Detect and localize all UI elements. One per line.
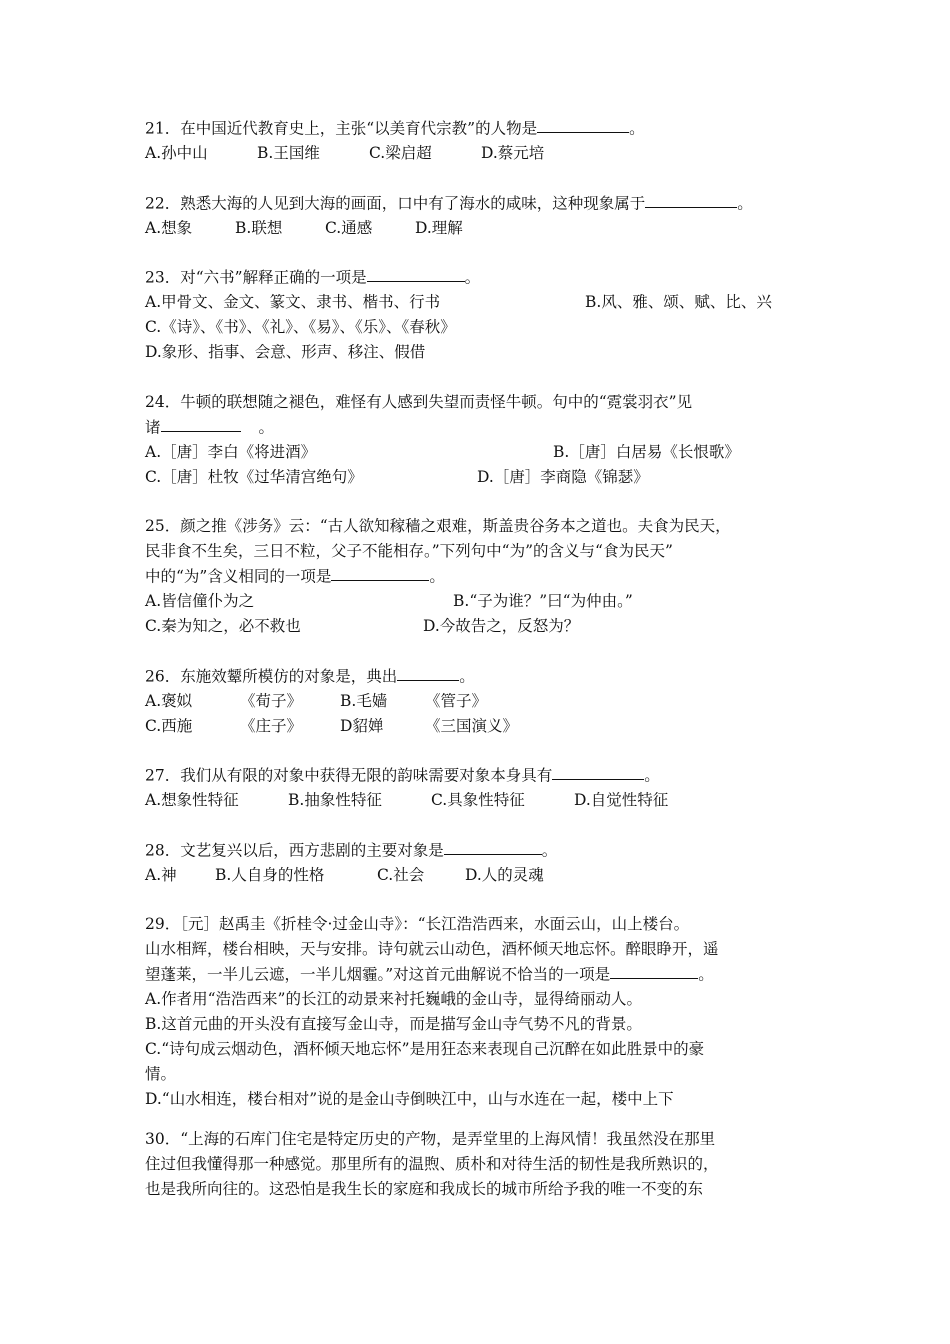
option-d[interactable]: D.今故告之，反怒为？ <box>423 617 580 635</box>
options-row <box>145 788 815 813</box>
option-b[interactable]: B.“子为谁？”曰“为仲由。” <box>453 592 633 610</box>
option-b-source: 《管子》 <box>425 691 488 710</box>
option-d[interactable]: D.蔡元培 <box>481 144 545 162</box>
question-21 <box>145 116 815 166</box>
option-c[interactable]: C.梁启超 <box>369 144 432 162</box>
stem-end: 。 <box>429 567 445 586</box>
option-c[interactable]: C.《诗》、《书》、《礼》、《易》、《乐》、《春秋》 <box>145 318 456 336</box>
option-b[interactable]: B.风、雅、颂、赋、比、兴 <box>585 293 772 311</box>
option-a[interactable]: A.孙中山 <box>145 144 208 162</box>
stem-text: 21．在中国近代教育史上，主张“以美育代宗教”的人物是 <box>145 119 538 138</box>
options-row <box>145 340 815 365</box>
answer-blank[interactable] <box>161 415 241 432</box>
stem-end: 。 <box>258 417 275 436</box>
options-row <box>145 290 815 315</box>
answer-blank[interactable] <box>367 265 465 282</box>
option-b[interactable]: B.［唐］白居易《长恨歌》 <box>553 442 740 461</box>
stem-text: 22．熟悉大海的人见到大海的画面，口中有了海水的咸味，这种现象属于 <box>145 193 646 212</box>
exam-page <box>145 116 815 1227</box>
options-row <box>145 465 815 490</box>
options-row <box>145 714 815 739</box>
stem-text: 诸 <box>145 417 161 436</box>
option-d[interactable]: D.“山水相连，楼台相对”说的是金山寺倒映江中，山与水连在一起，楼中上下 <box>145 1090 674 1108</box>
options-row <box>145 216 815 241</box>
stem-end: 。 <box>698 965 714 984</box>
option-a[interactable]: A.神 <box>145 865 177 884</box>
options-row <box>145 589 815 614</box>
question-stem: 住过但我懂得那一种感觉。那里所有的温煦、质朴和对待生活的韧性是我所熟识的， <box>145 1155 719 1173</box>
question-stem: 24．牛顿的联想随之褪色，难怪有人感到失望而责怪牛顿。句中的“霓裳羽衣”见 <box>145 392 693 411</box>
stem-text: 望蓬莱，一半儿云遮，一半儿烟霾。”对这首元曲解说不恰当的一项是 <box>145 965 611 984</box>
stem-end: 。 <box>541 840 558 859</box>
question-stem: 也是我所向往的。这恐怕是我生长的家庭和我成长的城市所给予我的唯一不变的东 <box>145 1180 704 1198</box>
stem-end: 。 <box>464 268 481 287</box>
question-stem: 30．“上海的石库门住宅是特定历史的产物，是弄堂里的上海风情！我虽然没在那里 <box>145 1130 716 1148</box>
option-c[interactable]: C.通感 <box>325 218 373 237</box>
option-b[interactable]: B.抽象性特征 <box>288 791 382 809</box>
option-b[interactable]: B.这首元曲的开头没有直接写金山寺，而是描写金山寺气势不凡的背景。 <box>145 1015 642 1033</box>
question-stem: 25．颜之推《涉务》云：“古人欲知稼穑之艰难，斯盖贵谷务本之道也。夫食为民天， <box>145 517 731 535</box>
answer-blank[interactable] <box>537 116 629 133</box>
option-c[interactable]: C.秦为知之，必不救也 <box>145 617 301 635</box>
answer-blank[interactable] <box>444 838 542 855</box>
option-d[interactable]: D貂婵 <box>340 716 384 735</box>
option-a[interactable]: A.［唐］李白《将进酒》 <box>145 442 317 461</box>
question-stem <box>145 265 815 290</box>
question-25 <box>145 514 815 639</box>
answer-blank[interactable] <box>331 564 429 581</box>
options-row <box>145 614 815 639</box>
stem-text: 27．我们从有限的对象中获得无限的韵味需要对象本身具有 <box>145 766 553 785</box>
option-a[interactable]: A.想象性特征 <box>145 791 239 809</box>
question-23 <box>145 265 815 365</box>
option-c[interactable]: C.具象性特征 <box>431 791 525 809</box>
option-d[interactable]: D.理解 <box>415 218 463 237</box>
option-a-source: 《荀子》 <box>240 691 303 710</box>
option-b[interactable]: B.联想 <box>235 218 283 237</box>
stem-end: 。 <box>629 119 645 138</box>
option-a[interactable]: A.想象 <box>145 218 193 237</box>
option-a[interactable]: A.作者用“浩浩西来”的长江的动景来衬托巍峨的金山寺，显得绮丽动人。 <box>145 990 642 1008</box>
question-stem: 29．［元］赵禹圭《折桂令·过金山寺》：“长江浩浩西来，水面云山，山上楼台。 <box>145 915 690 933</box>
question-30 <box>145 1127 815 1202</box>
option-b[interactable]: B.毛嫱 <box>340 691 388 710</box>
question-29 <box>145 912 815 1112</box>
stem-text: 26．东施效颦所模仿的对象是，典出 <box>145 666 398 685</box>
stem-text: 中的“为”含义相同的一项是 <box>145 567 332 586</box>
options-row <box>145 863 815 888</box>
options-row <box>145 141 815 166</box>
option-d[interactable]: D.［唐］李商隐《锦瑟》 <box>477 467 649 486</box>
option-c-source: 《庄子》 <box>240 716 303 735</box>
options-row <box>145 689 815 714</box>
option-d[interactable]: D.象形、指事、会意、形声、移注、假借 <box>145 343 426 361</box>
question-stem <box>145 415 815 440</box>
option-d[interactable]: D.自觉性特征 <box>574 791 669 809</box>
option-c[interactable]: C.社会 <box>377 865 425 884</box>
question-stem <box>145 838 815 863</box>
option-c[interactable]: C.“诗句成云烟动色，酒杯倾天地忘怀”是用狂态来表现自己沉醉在如此胜景中的豪 <box>145 1040 705 1058</box>
option-a[interactable]: A.皆信僮仆为之 <box>145 592 255 610</box>
option-b[interactable]: B.王国维 <box>257 144 320 162</box>
answer-blank[interactable] <box>397 664 459 681</box>
option-c[interactable]: C.西施 <box>145 716 193 735</box>
question-stem <box>145 664 815 689</box>
option-a[interactable]: A.甲骨文、金文、篆文、隶书、楷书、行书 <box>145 293 441 311</box>
answer-blank[interactable] <box>552 763 644 780</box>
options-row <box>145 440 815 465</box>
options-row <box>145 315 815 340</box>
option-c-continued[interactable]: 情。 <box>145 1065 177 1083</box>
stem-text: 28．文艺复兴以后，西方悲剧的主要对象是 <box>145 840 444 859</box>
question-27 <box>145 763 815 813</box>
stem-end: 。 <box>459 666 475 685</box>
stem-end: 。 <box>644 766 660 785</box>
option-b[interactable]: B.人自身的性格 <box>215 865 325 884</box>
question-stem <box>145 962 815 987</box>
answer-blank[interactable] <box>645 191 737 208</box>
question-stem: 民非食不生矣，三日不粒，父子不能相存。”下列句中“为”的含义与“食为民天” <box>145 542 673 560</box>
stem-end: 。 <box>737 193 753 212</box>
answer-blank[interactable] <box>610 962 698 979</box>
question-26 <box>145 664 815 739</box>
option-a[interactable]: A.褒姒 <box>145 691 193 710</box>
question-24 <box>145 390 815 490</box>
question-stem <box>145 564 815 589</box>
option-d-source: 《三国演义》 <box>425 716 519 735</box>
question-stem: 山水相辉，楼台相映，天与安排。诗句就云山动色，酒杯倾天地忘怀。醉眼睁开，遥 <box>145 940 719 958</box>
stem-text: 23．对“六书”解释正确的一项是 <box>145 268 367 287</box>
option-c[interactable]: C.［唐］杜牧《过华清宫绝句》 <box>145 467 363 486</box>
question-22 <box>145 191 815 241</box>
question-stem <box>145 191 815 216</box>
question-28 <box>145 838 815 888</box>
question-stem <box>145 763 815 788</box>
option-d[interactable]: D.人的灵魂 <box>465 865 544 884</box>
question-stem <box>145 116 815 141</box>
